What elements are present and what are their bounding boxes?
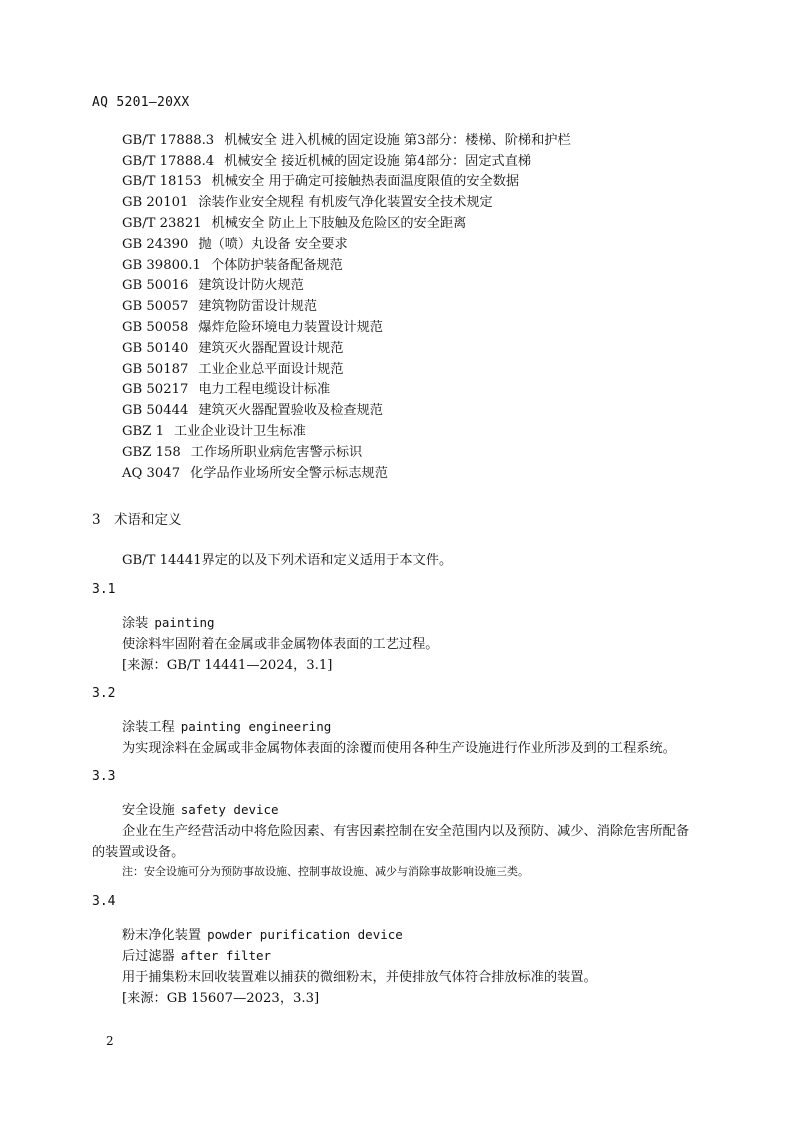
reference-item	[122, 339, 343, 359]
term-definition: 为实现涂料在金属或非金属物体表面的涂覆而使用各种生产设施进行作业所涉及到的工程系统。	[122, 741, 676, 756]
reference-code: GB/T 17888.3	[122, 133, 215, 148]
reference-title: 机械安全 防止上下肢触及危险区的安全距离	[211, 216, 467, 231]
reference-title: 建筑灭火器配置验收及检查规范	[198, 403, 383, 418]
reference-item	[122, 276, 304, 296]
reference-code: GB 24390	[122, 237, 189, 252]
reference-code: GB 50058	[122, 320, 189, 335]
reference-code: GB 50057	[122, 299, 189, 314]
reference-title: 机械安全 用于确定可接触热表面温度限值的安全数据	[211, 174, 520, 189]
term-entry	[122, 612, 215, 631]
alternative-term-entry	[122, 945, 271, 964]
page-number: 2	[106, 1034, 114, 1048]
reference-item	[122, 360, 343, 380]
reference-item	[122, 152, 531, 172]
term-definition: 用于捕集粉末回收装置难以捕获的微细粉末，并使排放气体符合排放标准的装置。	[122, 970, 597, 985]
clause-number: 3.4	[92, 894, 116, 909]
term-source: [来源：GB/T 14441—2024，3.1]	[122, 658, 333, 673]
reference-item	[122, 131, 571, 151]
reference-title: 工业企业设计卫生标准	[173, 424, 306, 439]
term-entry	[122, 716, 331, 735]
alt-term-chinese: 后过滤器	[122, 949, 175, 964]
term-chinese: 粉末净化装置	[122, 928, 202, 943]
reference-title: 建筑灭火器配置设计规范	[198, 341, 344, 356]
reference-item	[122, 172, 519, 192]
term-chinese: 安全设施	[122, 803, 175, 818]
term-english: powder purification device	[207, 927, 403, 942]
reference-title: 涂装作业安全规程 有机废气净化装置安全技术规定	[198, 195, 493, 210]
reference-code: GBZ 158	[122, 445, 181, 460]
reference-code: GB 20101	[122, 195, 189, 210]
reference-code: GB 39800.1	[122, 258, 201, 273]
reference-code: GB/T 18153	[122, 174, 202, 189]
reference-title: 电力工程电缆设计标准	[198, 382, 331, 397]
reference-code: GB 50187	[122, 362, 189, 377]
reference-code: GB/T 17888.4	[122, 154, 215, 169]
reference-item	[122, 256, 343, 276]
reference-item	[122, 464, 388, 484]
term-definition: 企业在生产经营活动中将危险因素、有害因素控制在安全范围内以及预防、减少、消除危害所配备	[122, 824, 690, 839]
term-english: painting	[154, 615, 215, 630]
reference-code: AQ 3047	[122, 466, 181, 481]
reference-title: 建筑设计防火规范	[198, 278, 304, 293]
reference-code: GB/T 23821	[122, 216, 202, 231]
reference-code: GB 50016	[122, 278, 189, 293]
term-entry	[122, 799, 279, 818]
clause-number: 3.3	[92, 769, 116, 784]
section-intro: GB/T 14441界定的以及下列术语和定义适用于本文件。	[122, 553, 453, 568]
reference-title: 机械安全 进入机械的固定设施 第3部分：楼梯、阶梯和护栏	[224, 133, 571, 148]
clause-number: 3.2	[92, 686, 116, 701]
reference-code: GB 50444	[122, 403, 189, 418]
reference-code: GB 50140	[122, 341, 189, 356]
reference-item	[122, 193, 493, 213]
reference-code: GB 50217	[122, 382, 189, 397]
reference-item	[122, 318, 383, 338]
reference-item	[122, 401, 383, 421]
term-chinese: 涂装工程	[122, 720, 175, 735]
document-id-header: AQ 5201—20XX	[92, 95, 190, 110]
reference-item	[122, 235, 348, 255]
term-definition-continuation: 的装置或设备。	[92, 845, 185, 860]
reference-title: 建筑物防雷设计规范	[198, 299, 318, 314]
reference-item	[122, 214, 466, 234]
term-chinese: 涂装	[122, 616, 149, 631]
reference-code: GBZ 1	[122, 424, 164, 439]
section-number: 3	[92, 512, 101, 528]
reference-title: 工作场所职业病危害警示标识	[190, 445, 363, 460]
reference-item	[122, 443, 362, 463]
term-english: painting engineering	[180, 719, 332, 734]
term-entry	[122, 924, 403, 943]
clause-number: 3.1	[92, 582, 116, 597]
reference-title: 个体防护装备配备规范	[210, 258, 343, 273]
section-title: 术语和定义	[114, 512, 182, 528]
reference-item	[122, 422, 306, 442]
reference-title: 化学品作业场所安全警示标志规范	[190, 466, 388, 481]
alt-term-english: after filter	[180, 948, 272, 963]
reference-title: 抛（喷）丸设备 安全要求	[198, 237, 348, 252]
section-heading	[92, 508, 182, 528]
term-note: 注：安全设施可分为预防事故设施、控制事故设施、减少与消除事故影响设施三类。	[122, 865, 529, 878]
reference-item	[122, 380, 330, 400]
term-english: safety device	[180, 802, 279, 817]
reference-item	[122, 297, 317, 317]
reference-title: 工业企业总平面设计规范	[198, 362, 344, 377]
reference-title: 机械安全 接近机械的固定设施 第4部分：固定式直梯	[224, 154, 532, 169]
term-definition: 使涂料牢固附着在金属或非金属物体表面的工艺过程。	[122, 637, 439, 652]
term-source: [来源：GB 15607—2023，3.3]	[122, 991, 320, 1006]
reference-title: 爆炸危险环境电力装置设计规范	[198, 320, 383, 335]
